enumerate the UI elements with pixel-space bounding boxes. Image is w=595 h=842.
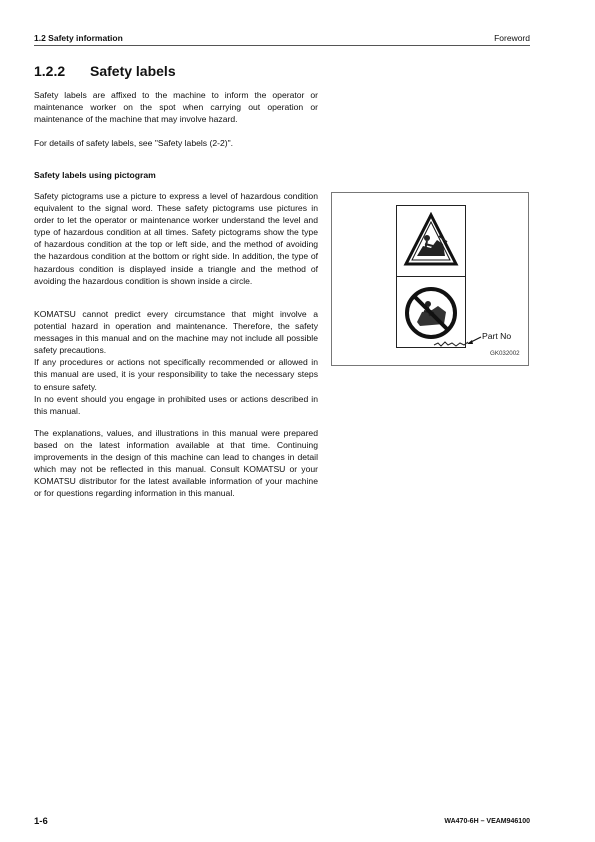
- intro-paragraph: Safety labels are affixed to the machine to inform the operator or maintenance worker on the spot when carrying out operation or maintenance of the machine that may involve hazard.: [34, 90, 318, 125]
- pictogram-paragraph: Safety pictograms use a picture to express a level of hazardous condition equivalent to the signal word. These safety pictograms use pictures in order to let the operator or maintenance worker understand the level and type of hazardous condition at all times. Safety pictograms show the type of hazardous condition at the top or left side, and the method of avoiding the hazardous condition at the bottom or right side. In addition, the type of hazardous condition is displayed inside a triangle and the method of avoiding the hazardous condition is shown inside a circle.: [34, 191, 318, 286]
- prohibition-circle-icon: [404, 286, 458, 340]
- figure-code: GK032002: [490, 350, 520, 357]
- header-section: 1.2 Safety information: [34, 33, 123, 43]
- running-header: [34, 32, 530, 44]
- header-chapter: Foreword: [494, 33, 530, 43]
- page-number: 1-6: [34, 816, 48, 827]
- header-divider: [34, 45, 530, 46]
- label-divider: [397, 276, 465, 277]
- reference-paragraph: For details of safety labels, see "Safety labels (2-2)".: [34, 138, 234, 148]
- safety-label-figure: [331, 192, 529, 366]
- hazard-triangle-icon: [403, 212, 459, 268]
- hazard-disclaimer: [34, 308, 318, 417]
- section-number: 1.2.2: [34, 63, 66, 79]
- disclaimer-sentence-2: If any procedures or actions not specifically recommended or allowed in this manual are used, it is your responsibility to take the necessary steps to ensure safety.: [34, 357, 318, 392]
- section-title: Safety labels: [90, 63, 176, 79]
- document-id: WA470-6H – VEAM946100: [444, 818, 530, 825]
- update-paragraph: The explanations, values, and illustrations in this manual were prepared based on the latest information available at that time. Continuing improvements in the design of this machine can lead to changes in detail which may not be reflected in this manual. Consult KOMATSU or your KOMATSU distributor for the latest available information of your machine or for questions regarding information in this manual.: [34, 428, 318, 499]
- arrow-icon: [466, 335, 482, 345]
- part-number-label: Part No: [482, 331, 512, 341]
- safety-label-illustration: [396, 205, 466, 348]
- subheading: Safety labels using pictogram: [34, 170, 156, 180]
- disclaimer-sentence-3: In no event should you engage in prohibited uses or actions described in this manual.: [34, 393, 318, 416]
- disclaimer-sentence-1: KOMATSU cannot predict every circumstance that might involve a potential hazard in operation and maintenance. Therefore, the safety messages in this manual and on the machine may not include all possible safety precautions.: [34, 309, 318, 356]
